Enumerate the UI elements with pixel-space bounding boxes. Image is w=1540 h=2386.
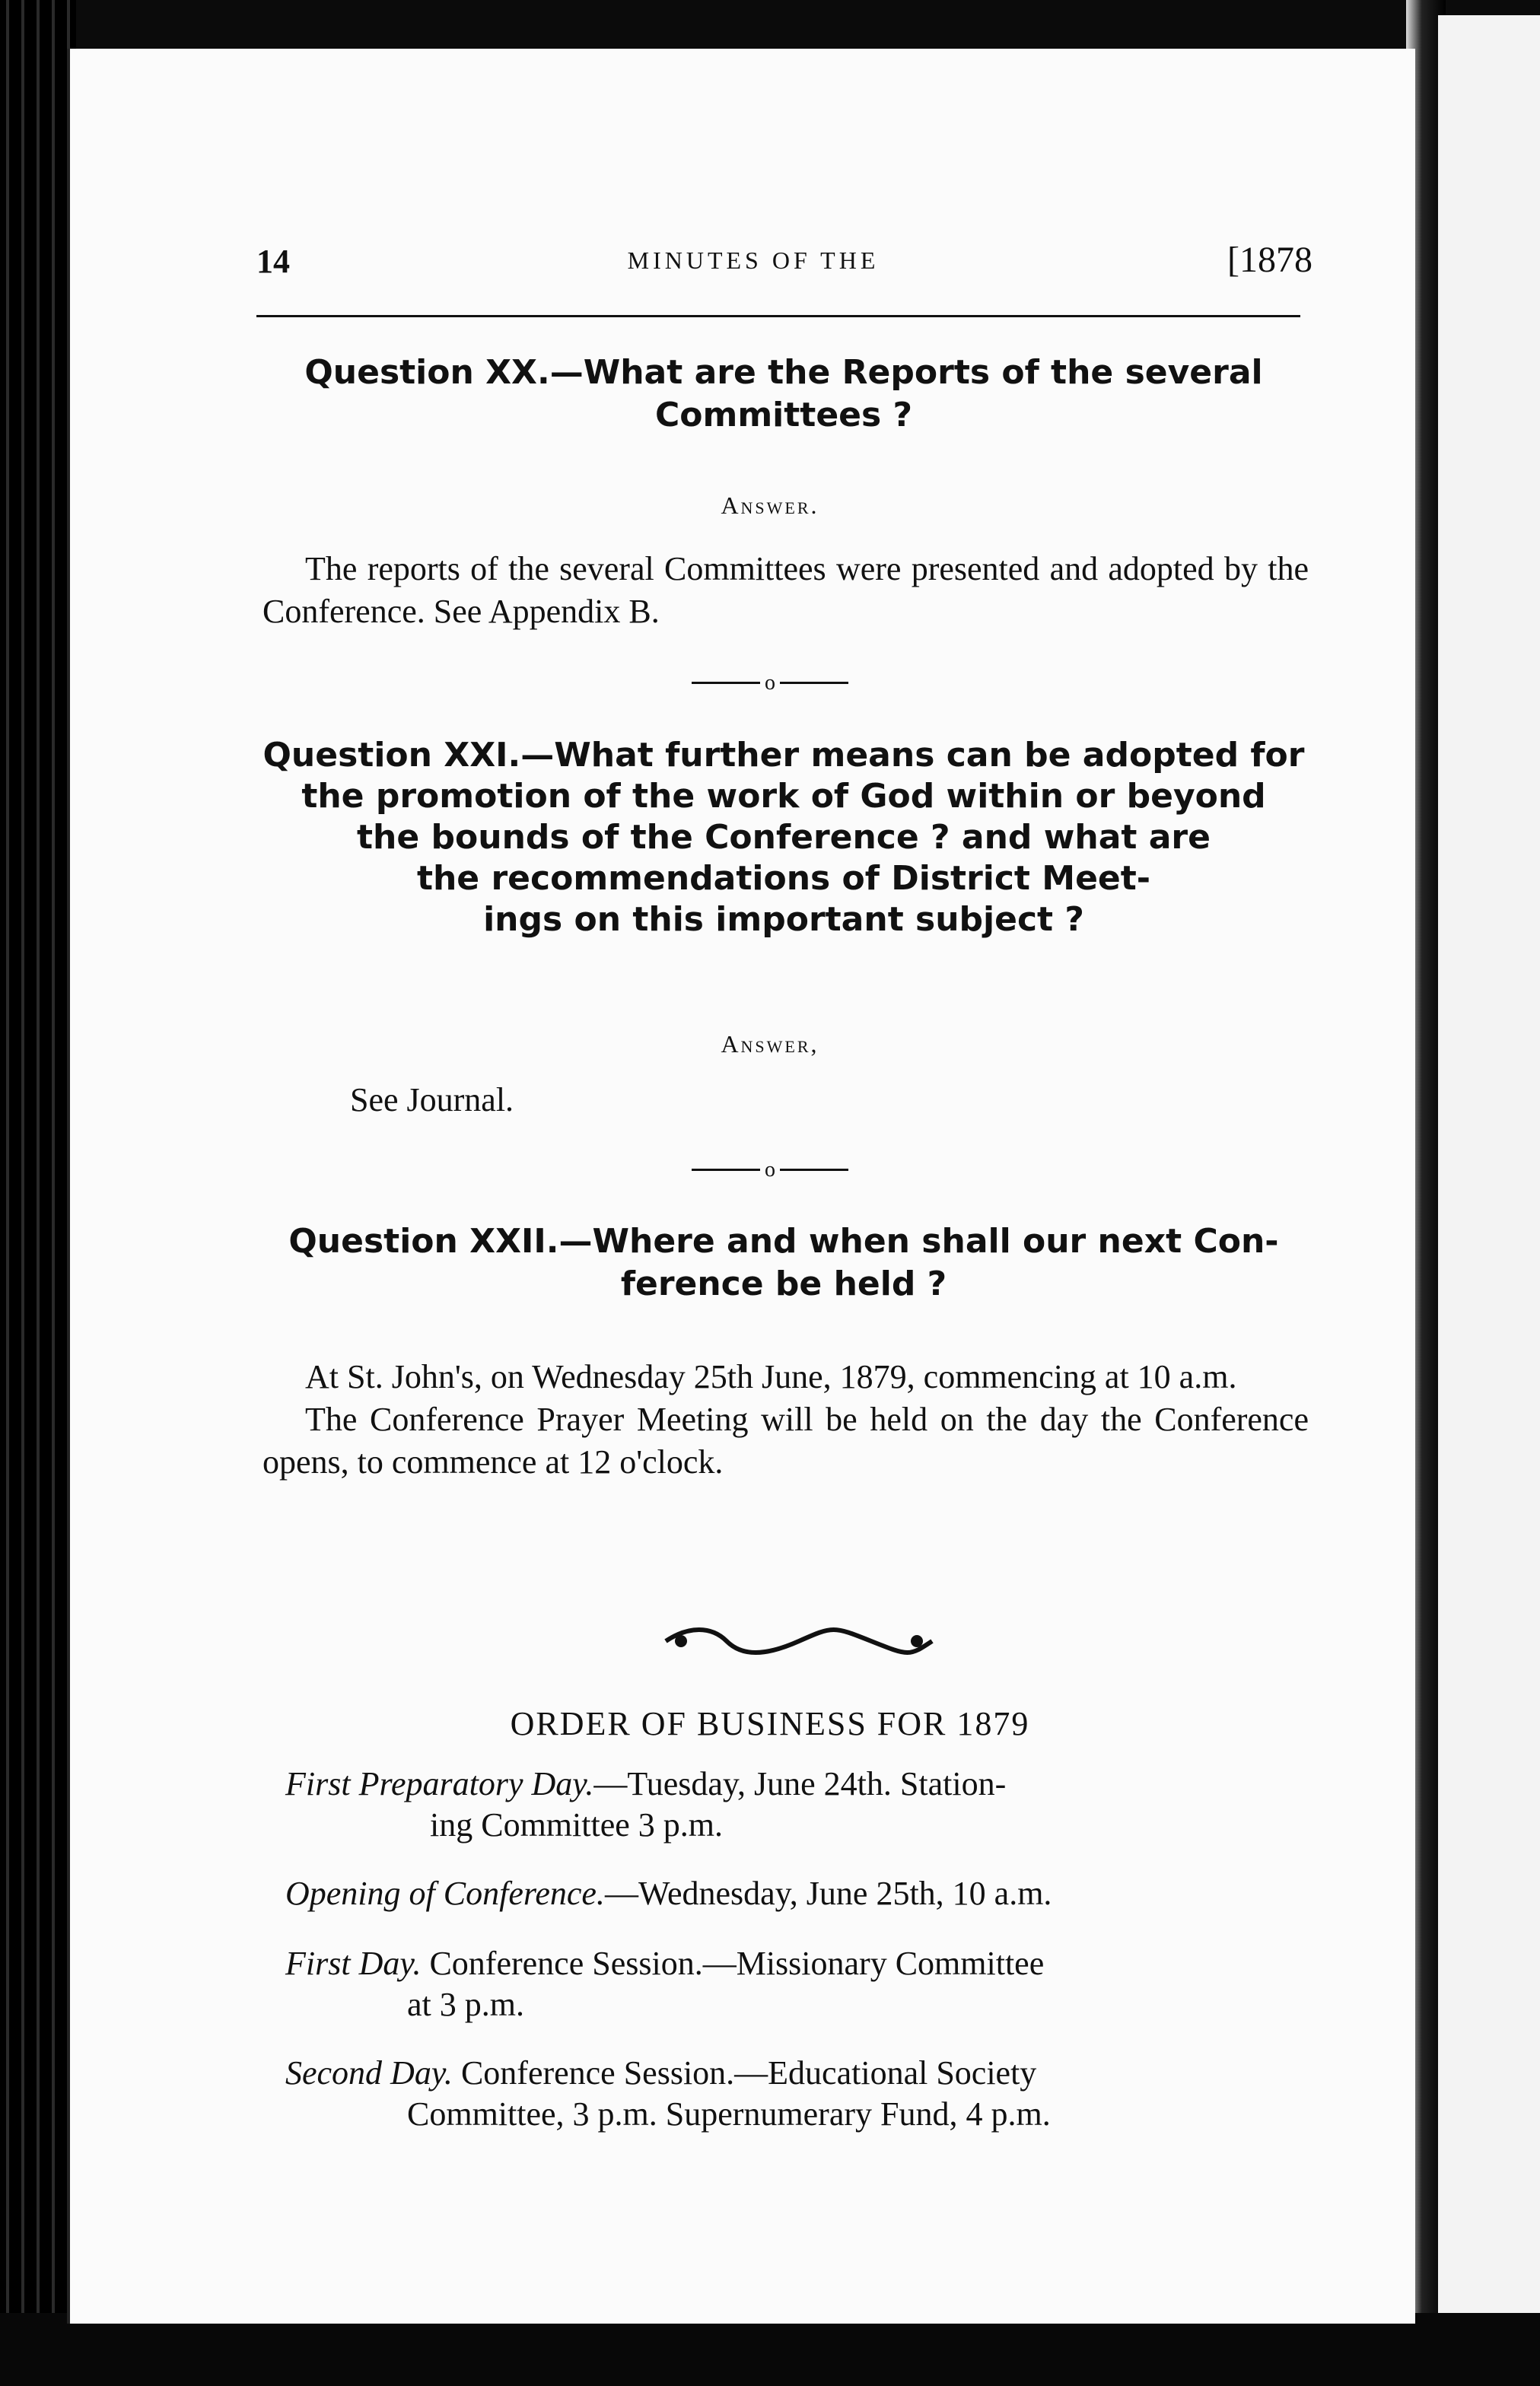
book-spine-edge [0,0,76,2386]
question-21-heading-line: the promotion of the work of God within or beyond [301,777,1266,816]
question-21-answer-text: See Journal. [350,1081,514,1118]
separator-mark: o [765,1157,775,1182]
scan-bottom-border [0,2313,1540,2386]
order-of-business-text: —Tuesday, June 24th. Station- [593,1765,1007,1802]
question-22-answer [262,1356,1309,1484]
order-of-business-lead: First Day. [285,1945,422,1982]
order-of-business-lead: Second Day. [285,2054,453,2092]
running-title: MINUTES OF THE [627,247,880,274]
facing-page-edge [1438,15,1540,2359]
order-of-business-cont: Committee, 3 p.m. Supernumerary Fund, 4 p.m. [407,2095,1051,2133]
question-22-answer-para: At St. John's, on Wednesday 25th June, 1879, commencing at 10 a.m. [305,1358,1237,1395]
question-21-heading-line: ings on this important subject ? [483,900,1084,939]
order-of-business-item [285,2053,1328,2135]
answer-label: Answer. [721,492,819,519]
order-of-business-lead: First Preparatory Day. [285,1765,594,1802]
question-20-answer [262,548,1309,633]
section-separator [0,670,1540,695]
order-of-business-title: ORDER OF BUSINESS FOR 1879 [510,1705,1030,1742]
order-of-business-item [285,1873,1328,1914]
page-number: 14 [256,243,290,280]
question-20-answer-text: The reports of the several Committees were presented and adopted by the Conference. See Appendix B. [262,550,1309,630]
question-21-heading [259,735,1309,940]
order-of-business-cont: at 3 p.m. [407,1986,524,2023]
order-of-business-text: —Wednesday, June 25th, 10 a.m. [604,1875,1052,1912]
question-22-answer-para: The Conference Prayer Meeting will be held on the day the Conference opens, to commence at 12 o'clock. [262,1401,1309,1481]
question-20-heading-line: Question XX.—What are the Reports of the several [304,353,1263,392]
question-21-heading-line: the recommendations of District Meet- [416,859,1151,898]
question-21-heading-line: the bounds of the Conference ? and what are [357,818,1211,857]
order-of-business-text: Conference Session.—Educational Society [452,2054,1037,2092]
question-22-heading-line: ference be held ? [620,1265,947,1303]
question-20-heading-line: Committees ? [654,396,913,434]
separator-mark: o [765,670,775,695]
order-of-business-item [285,1943,1328,2025]
answer-label: Answer, [721,1030,819,1058]
header-year: [1878 [1227,240,1312,280]
question-21-answer [350,1079,1396,1121]
question-20-heading [259,352,1309,437]
order-of-business-item [285,1764,1328,1846]
order-of-business-cont: ing Committee 3 p.m. [430,1806,723,1844]
decorative-flourish-icon [658,1622,940,1660]
running-header [194,242,1312,288]
order-of-business-text: Conference Session.—Missionary Committee [421,1945,1045,1982]
question-22-heading [259,1220,1309,1306]
header-rule [256,315,1300,317]
section-separator [0,1156,1540,1182]
question-21-heading-line: Question XXI.—What further means can be adopted for [262,736,1305,775]
order-of-business-lead: Opening of Conference. [285,1875,605,1912]
question-22-heading-line: Question XXII.—Where and when shall our next Con- [288,1222,1279,1261]
